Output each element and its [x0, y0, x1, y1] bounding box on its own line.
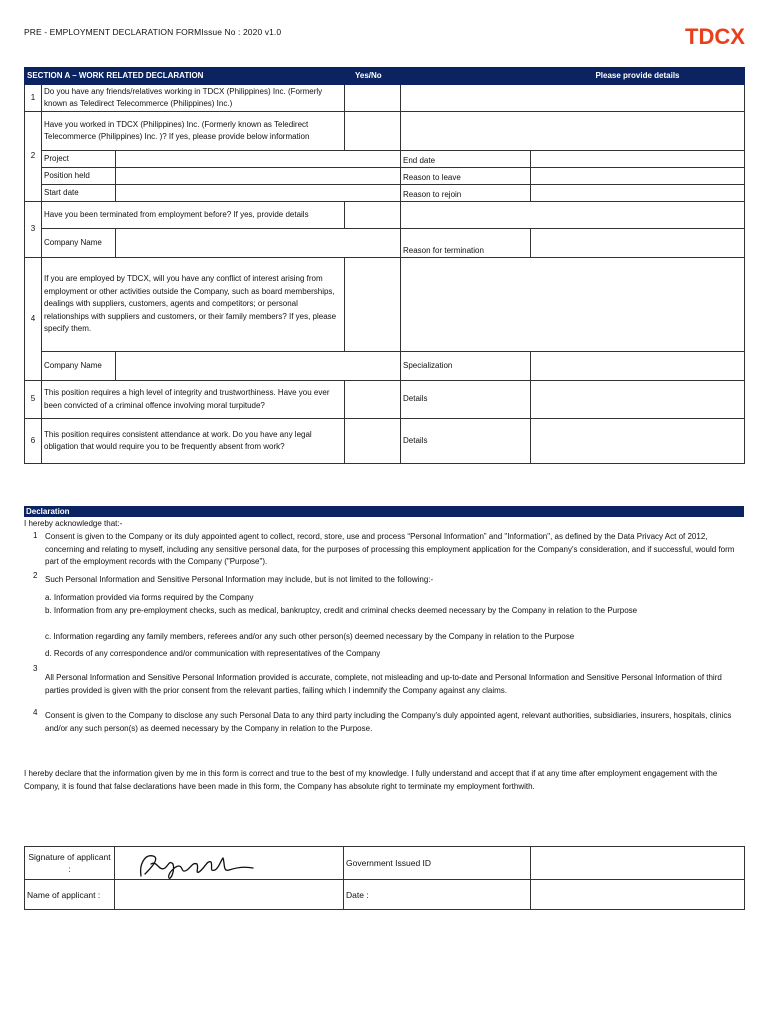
- q2-project-row: [25, 151, 745, 168]
- tdcx-logo: [684, 22, 746, 50]
- declaration-item-2d: d. Records of any correspondence and/or communication with representatives of the Company: [45, 649, 381, 658]
- government-id-field[interactable]: [531, 847, 745, 880]
- q6-details-field[interactable]: [531, 419, 745, 464]
- q1-yes-no-field[interactable]: [345, 85, 401, 112]
- declaration-item-2b: b. Information from any pre-employment checks, such as medical, bankruptcy, credit and criminal checks deemed necessary by the Company in relation to the Purpose: [45, 606, 638, 615]
- final-declaration: I hereby declare that the information given by me in this form is correct and true to the best of my knowledge. I fully understand and accept that if at any time after employment engagement with the Company, it is found that false declarations have been made in this form, the Company has absolute right to terminate my employment forthwith.: [24, 769, 718, 791]
- question-number: 1: [25, 85, 42, 112]
- item-number: 1: [33, 531, 38, 540]
- question-row-1: [25, 85, 745, 112]
- q4-company-row: [25, 352, 745, 381]
- question-5-text: This position requires a high level of integrity and trustworthiness. Have you ever been convicted of a criminal offence involving moral turpitude?: [42, 381, 345, 419]
- item-number: 4: [33, 708, 38, 717]
- question-6-text: This position requires consistent attendance at work. Do you have any legal obligation that would require you to be frequently absent from work?: [42, 419, 345, 464]
- declaration-item-2: Such Personal Information and Sensitive Personal Information may include, but is not limited to the following:-: [45, 575, 434, 584]
- question-1-text: Do you have any friends/relatives working in TDCX (Philippines) Inc. (Formerly known as Teledirect Telecommerce (Philippines) Inc.): [42, 85, 345, 112]
- question-3-text: Have you been terminated from employment before? If yes, provide details: [42, 202, 345, 229]
- project-label: Project: [42, 151, 116, 168]
- q3-company-name-field[interactable]: [116, 229, 401, 258]
- q4-details-field[interactable]: [401, 258, 745, 352]
- project-field[interactable]: [116, 151, 401, 168]
- start-date-field[interactable]: [116, 185, 401, 202]
- section-a-header: [25, 68, 745, 85]
- question-4-text: If you are employed by TDCX, will you have any conflict of interest arising from employment or other activities outside the Company, such as board memberships, dealings with suppliers, customers, agents and competitors; or personal relationships with suppliers and customers, or their family members? If yes, please specify them.: [42, 258, 345, 352]
- q2-details-field[interactable]: [401, 112, 745, 151]
- q5-details-label: Details: [401, 381, 531, 419]
- name-of-applicant-label: Name of applicant :: [25, 880, 115, 910]
- name-of-applicant-field[interactable]: [115, 880, 344, 910]
- q2-position-row: [25, 168, 745, 185]
- reason-to-leave-field[interactable]: [531, 168, 745, 185]
- specialization-label: Specialization: [401, 352, 531, 381]
- q3-yes-no-field[interactable]: [345, 202, 401, 229]
- q4-company-name-field[interactable]: [116, 352, 401, 381]
- item-number: 3: [33, 664, 38, 673]
- question-row-3: [25, 202, 745, 229]
- company-name-label: Company Name: [42, 229, 116, 258]
- q3-details-field[interactable]: [401, 202, 745, 229]
- question-2-text: Have you worked in TDCX (Philippines) Inc. (Formerly known as Teledirect Telecommerce (Philippines) Inc. )? If yes, please provide below information: [42, 112, 345, 151]
- q1-details-field[interactable]: [401, 85, 745, 112]
- question-number: 5: [25, 381, 42, 419]
- question-row-6: [25, 419, 745, 464]
- q6-yes-no-field[interactable]: [345, 419, 401, 464]
- start-date-label: Start date: [42, 185, 116, 202]
- declaration-item-1: Consent is given to the Company or its duly appointed agent to collect, record, store, use and process “Personal Information” and "Information", as defined by the Data Privacy Act of 2012, concerning and relating to myself, including any sensitive personal data, for the purposes of processing this employment application for the Company's consideration, and if successful, would form part of the employment records with the Company ("Purpose").: [45, 532, 735, 567]
- question-number: 3: [25, 202, 42, 258]
- reason-to-rejoin-field[interactable]: [531, 185, 745, 202]
- q2-start-row: [25, 185, 745, 202]
- section-a-title: SECTION A – WORK RELATED DECLARATION: [25, 68, 345, 85]
- end-date-field[interactable]: [531, 151, 745, 168]
- declaration-item-3: All Personal Information and Sensitive Personal Information provided is accurate, complete, not misleading and up-to-date and Personal Information and Sensitive Personal Information of third parties provided is given with the prior consent from the relevant parties, failing which I indemnify the Company against any claims.: [45, 673, 722, 695]
- declaration-intro: I hereby acknowledge that:-: [24, 519, 123, 528]
- handwritten-signature: [135, 850, 265, 882]
- declaration-item-2c: c. Information regarding any family members, referees and/or any such other person(s) deemed necessary by the Company in relation to the Purpose: [45, 632, 575, 641]
- q4-yes-no-field[interactable]: [345, 258, 401, 352]
- government-id-label: Government Issued ID: [344, 847, 531, 880]
- details-header: Please provide details: [531, 68, 745, 85]
- date-field[interactable]: [531, 880, 745, 910]
- position-held-field[interactable]: [116, 168, 401, 185]
- end-date-label: End date: [401, 151, 531, 168]
- q5-yes-no-field[interactable]: [345, 381, 401, 419]
- form-title: PRE - EMPLOYMENT DECLARATION FORMIssue No : 2020 v1.0: [24, 27, 282, 37]
- specialization-field[interactable]: [531, 352, 745, 381]
- reason-for-termination-label: Reason for termination: [401, 229, 531, 258]
- q5-details-field[interactable]: [531, 381, 745, 419]
- question-number: 6: [25, 419, 42, 464]
- q3-company-row: [25, 229, 745, 258]
- declaration-title: Declaration: [24, 506, 744, 517]
- reason-for-termination-field[interactable]: [531, 229, 745, 258]
- position-held-label: Position held: [42, 168, 116, 185]
- date-label: Date :: [344, 880, 531, 910]
- svg-text:TDCX: TDCX: [685, 24, 745, 49]
- q6-details-label: Details: [401, 419, 531, 464]
- declaration-item-2a: a. Information provided via forms required by the Company: [45, 593, 254, 602]
- reason-to-rejoin-label: Reason to rejoin: [401, 185, 531, 202]
- question-number: 2: [25, 112, 42, 202]
- company-name-label: Company Name: [42, 352, 116, 381]
- question-row-5: [25, 381, 745, 419]
- yes-no-header: Yes/No: [345, 68, 531, 85]
- signature-table: [24, 846, 745, 910]
- question-number: 4: [25, 258, 42, 381]
- declaration-item-4: Consent is given to the Company to disclose any such Personal Data to any third party including the Company's duly appointed agent, relevant authorities, subsidiaries, insurers, hospitals, clinics and/or any such person(s) as deemed necessary by the Company in relation to the Purpose.: [45, 711, 732, 733]
- q2-yes-no-field[interactable]: [345, 112, 401, 151]
- section-a-table: [24, 67, 745, 464]
- signature-label: Signature of applicant :: [25, 847, 115, 880]
- question-row-2: [25, 112, 745, 151]
- reason-to-leave-label: Reason to leave: [401, 168, 531, 185]
- item-number: 2: [33, 571, 38, 580]
- question-row-4: [25, 258, 745, 352]
